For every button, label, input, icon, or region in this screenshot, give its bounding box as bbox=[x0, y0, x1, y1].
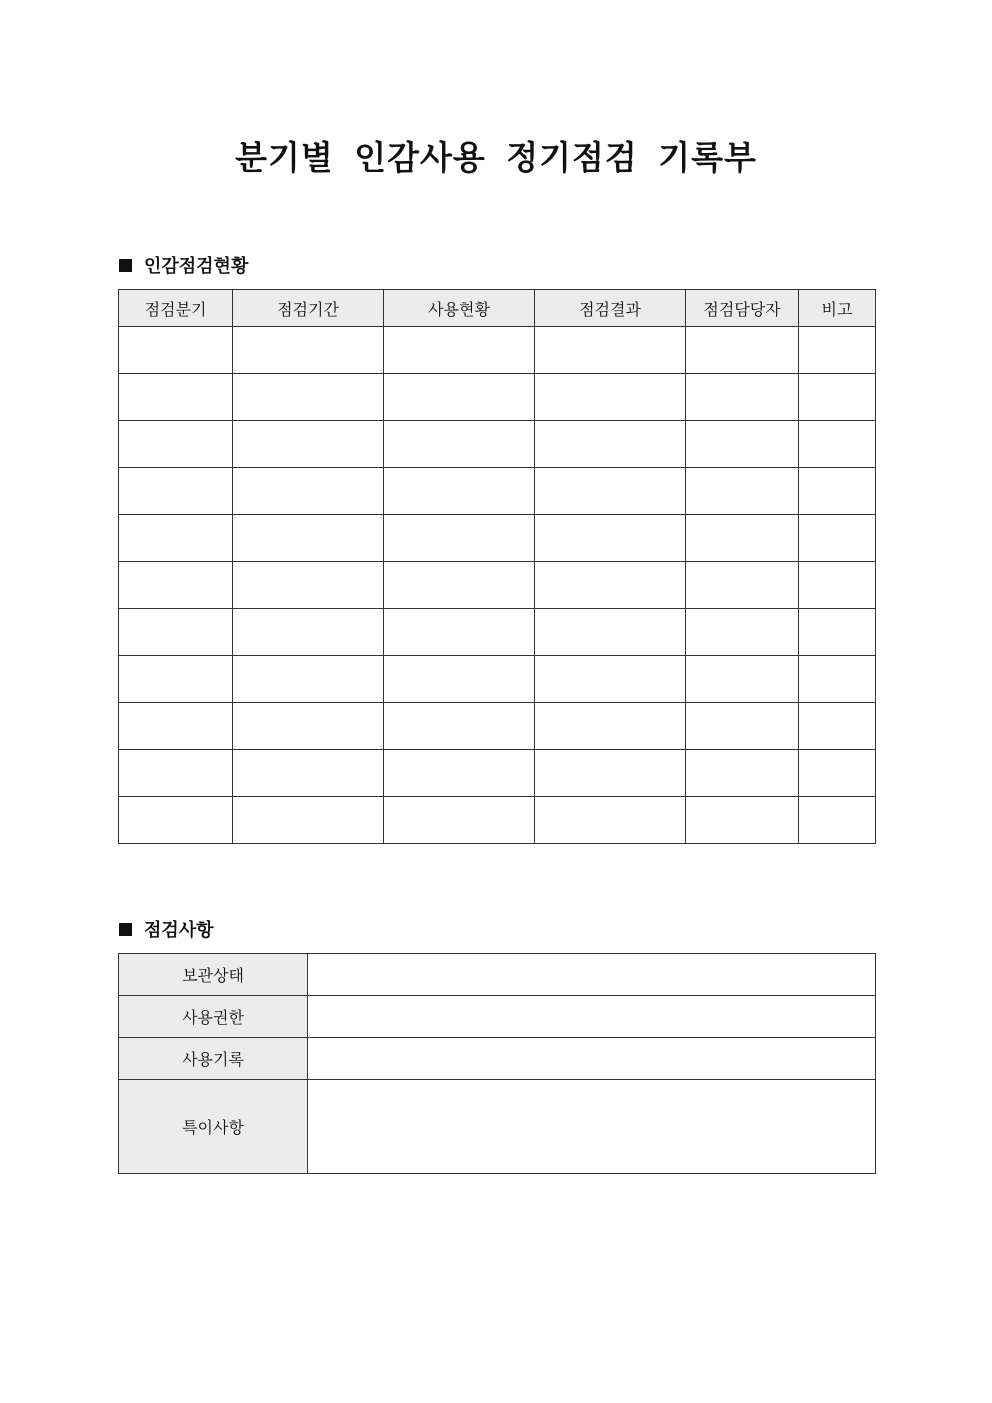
table-cell[interactable] bbox=[233, 797, 384, 844]
row-label-special-notes: 특이사항 bbox=[119, 1080, 308, 1174]
table-cell[interactable] bbox=[384, 703, 535, 750]
table-cell[interactable] bbox=[384, 609, 535, 656]
page-title: 분기별 인감사용 정기점검 기록부 bbox=[235, 138, 757, 177]
table-cell[interactable] bbox=[233, 703, 384, 750]
table-header-row bbox=[119, 290, 876, 327]
table-row bbox=[119, 656, 876, 703]
table-cell[interactable] bbox=[119, 797, 233, 844]
table-cell[interactable] bbox=[233, 374, 384, 421]
table-cell[interactable] bbox=[686, 421, 799, 468]
table-cell[interactable] bbox=[384, 374, 535, 421]
table-cell[interactable] bbox=[384, 562, 535, 609]
table-cell[interactable] bbox=[119, 374, 233, 421]
table-cell[interactable] bbox=[686, 797, 799, 844]
column-header-remarks: 비고 bbox=[799, 290, 876, 327]
table-row bbox=[119, 609, 876, 656]
table-cell[interactable] bbox=[799, 703, 876, 750]
table-row bbox=[119, 421, 876, 468]
square-bullet-icon bbox=[119, 259, 132, 272]
inspection-items-table bbox=[118, 953, 876, 1174]
table-cell[interactable] bbox=[686, 374, 799, 421]
table-cell[interactable] bbox=[686, 562, 799, 609]
section-heading-label: 인감점검현황 bbox=[144, 256, 249, 277]
table-cell[interactable] bbox=[535, 468, 686, 515]
table-row bbox=[119, 1080, 876, 1174]
table-cell[interactable] bbox=[799, 468, 876, 515]
column-header-result: 점검결과 bbox=[535, 290, 686, 327]
special-notes-field[interactable] bbox=[308, 1080, 876, 1174]
table-cell[interactable] bbox=[799, 421, 876, 468]
table-row bbox=[119, 1038, 876, 1080]
table-cell[interactable] bbox=[384, 421, 535, 468]
table-row bbox=[119, 996, 876, 1038]
table-cell[interactable] bbox=[799, 327, 876, 374]
table-cell[interactable] bbox=[119, 562, 233, 609]
table-cell[interactable] bbox=[384, 750, 535, 797]
table-cell[interactable] bbox=[535, 656, 686, 703]
table-cell[interactable] bbox=[799, 797, 876, 844]
table-cell[interactable] bbox=[384, 515, 535, 562]
table-cell[interactable] bbox=[535, 703, 686, 750]
table-row bbox=[119, 750, 876, 797]
table-cell[interactable] bbox=[686, 609, 799, 656]
table-cell[interactable] bbox=[384, 656, 535, 703]
column-header-usage: 사용현황 bbox=[384, 290, 535, 327]
section-heading-label: 점검사항 bbox=[144, 920, 214, 941]
table-cell[interactable] bbox=[535, 609, 686, 656]
row-label-usage-authority: 사용권한 bbox=[119, 996, 308, 1038]
table-cell[interactable] bbox=[535, 515, 686, 562]
table-cell[interactable] bbox=[119, 468, 233, 515]
table-cell[interactable] bbox=[535, 750, 686, 797]
section-heading-seal-status bbox=[119, 252, 248, 278]
table-row bbox=[119, 327, 876, 374]
table-cell[interactable] bbox=[799, 609, 876, 656]
table-cell[interactable] bbox=[384, 327, 535, 374]
table-cell[interactable] bbox=[119, 609, 233, 656]
table-row bbox=[119, 562, 876, 609]
table-cell[interactable] bbox=[384, 797, 535, 844]
table-cell[interactable] bbox=[686, 468, 799, 515]
table-cell[interactable] bbox=[119, 703, 233, 750]
table-row bbox=[119, 515, 876, 562]
table-row bbox=[119, 703, 876, 750]
table-cell[interactable] bbox=[799, 374, 876, 421]
table-cell[interactable] bbox=[233, 656, 384, 703]
table-cell[interactable] bbox=[686, 703, 799, 750]
table-cell[interactable] bbox=[799, 562, 876, 609]
row-label-usage-record: 사용기록 bbox=[119, 1038, 308, 1080]
table-cell[interactable] bbox=[233, 609, 384, 656]
table-cell[interactable] bbox=[535, 327, 686, 374]
table-cell[interactable] bbox=[233, 468, 384, 515]
table-row bbox=[119, 468, 876, 515]
table-cell[interactable] bbox=[384, 468, 535, 515]
table-cell[interactable] bbox=[686, 656, 799, 703]
column-header-quarter: 점검분기 bbox=[119, 290, 233, 327]
table-cell[interactable] bbox=[799, 750, 876, 797]
table-cell[interactable] bbox=[535, 374, 686, 421]
table-row bbox=[119, 954, 876, 996]
usage-authority-field[interactable] bbox=[308, 996, 876, 1038]
table-cell[interactable] bbox=[686, 750, 799, 797]
table-cell[interactable] bbox=[233, 562, 384, 609]
table-cell[interactable] bbox=[535, 421, 686, 468]
table-cell[interactable] bbox=[799, 656, 876, 703]
seal-status-table bbox=[118, 289, 876, 844]
column-header-period: 점검기간 bbox=[233, 290, 384, 327]
table-cell[interactable] bbox=[119, 327, 233, 374]
table-cell[interactable] bbox=[119, 515, 233, 562]
table-cell[interactable] bbox=[535, 562, 686, 609]
square-bullet-icon bbox=[119, 923, 132, 936]
table-cell[interactable] bbox=[686, 327, 799, 374]
storage-status-field[interactable] bbox=[308, 954, 876, 996]
table-cell[interactable] bbox=[233, 750, 384, 797]
section-heading-inspection-items bbox=[119, 916, 214, 942]
table-cell[interactable] bbox=[233, 327, 384, 374]
table-cell[interactable] bbox=[119, 750, 233, 797]
table-cell[interactable] bbox=[535, 797, 686, 844]
table-cell[interactable] bbox=[119, 656, 233, 703]
table-cell[interactable] bbox=[233, 421, 384, 468]
table-cell[interactable] bbox=[119, 421, 233, 468]
usage-record-field[interactable] bbox=[308, 1038, 876, 1080]
table-row bbox=[119, 374, 876, 421]
table-row bbox=[119, 797, 876, 844]
column-header-inspector: 점검담당자 bbox=[686, 290, 799, 327]
table-cell[interactable] bbox=[799, 515, 876, 562]
row-label-storage-status: 보관상태 bbox=[119, 954, 308, 996]
table-cell[interactable] bbox=[233, 515, 384, 562]
table-cell[interactable] bbox=[686, 515, 799, 562]
